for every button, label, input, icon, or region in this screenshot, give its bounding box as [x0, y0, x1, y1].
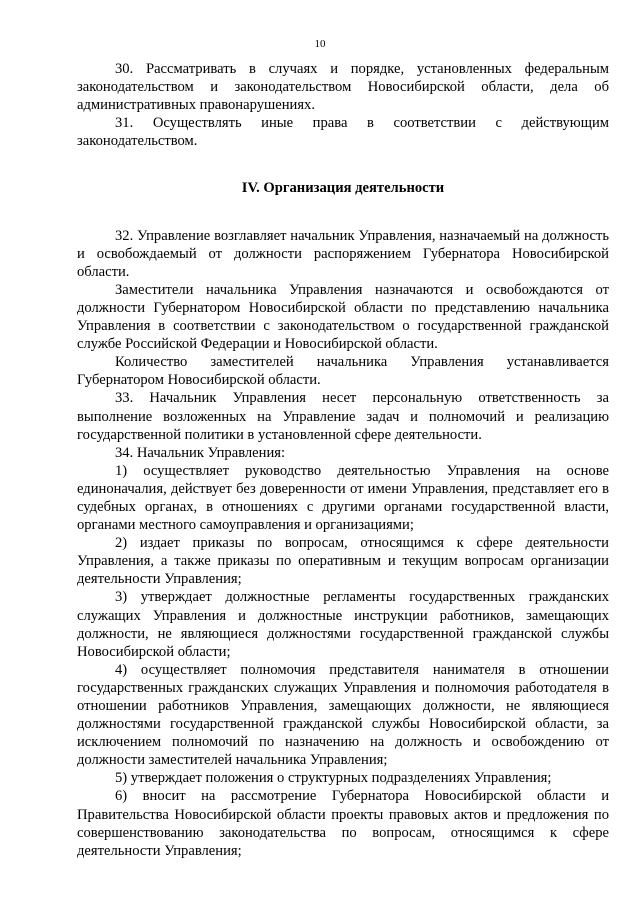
- paragraph-item-30: 30. Рассматривать в случаях и порядке, установленных федеральным законодательством и законодательством Новосибирской области, дела об административных правонарушениях.: [77, 61, 609, 114]
- subitem-5: 5) утверждает положения о структурных подразделениях Управления;: [115, 770, 552, 787]
- subitem-4: 4) осуществляет полномочия представителя нанимателя в отношении государственных гражданских служащих Управления и полномочия работодателя в отношении работников Управления, замещающих должности, не являющиеся должностями государственной гражданской службы Новосибирской области, за исключением полномочий по назначению на должность и освобождению от должности заместителей начальника Управления;: [77, 661, 609, 769]
- subitem-3: 3) утверждает должностные регламенты государственных гражданских служащих Управления и должностные инструкции работников, замещающих должности, не являющиеся должностями государственной гражданской службы Новосибирской области;: [77, 589, 609, 660]
- paragraph-deputies-count: Количество заместителей начальника Управления устанавливается Губернатором Новосибирской области.: [77, 354, 609, 389]
- page-number: 10: [314, 38, 326, 50]
- paragraph-item-34-intro: 34. Начальник Управления:: [115, 444, 286, 461]
- subitem-6: 6) вносит на рассмотрение Губернатора Новосибирской области и Правительства Новосибирской области проекты правовых актов и предложения по совершенствованию законодательства по вопросам, относящимся к сфере деятельности Управления;: [77, 788, 609, 859]
- subitem-2: 2) издает приказы по вопросам, относящимся к сфере деятельности Управления, а также приказы по оперативным и текущим вопросам организации деятельности Управления;: [77, 535, 609, 588]
- subitem-1: 1) осуществляет руководство деятельностью Управления на основе единоначалия, действует без доверенности от имени Управления, представляет его в судебных органах, в отношениях с другими органами государственной власти, органами местного самоуправления и организациями;: [77, 462, 609, 534]
- document-body: [77, 60, 609, 860]
- paragraph-deputies-appointment: Заместители начальника Управления назначаются и освобождаются от должности Губернатором Новосибирской области по представлению начальника Управления в соответствии с законодательством о государственной гражданской службе Российской Федерации и Новосибирской области.: [77, 281, 609, 353]
- paragraph-item-33: 33. Начальник Управления несет персональную ответственность за выполнение возложенных на Управление задач и полномочий и реализацию государственной политики в установленной сфере деятельности.: [77, 390, 609, 443]
- paragraph-item-32: 32. Управление возглавляет начальник Управления, назначаемый на должность и освобождаемый от должности распоряжением Губернатора Новосибирской области.: [77, 227, 609, 280]
- section-heading: IV. Организация деятельности: [241, 180, 445, 197]
- paragraph-item-31: 31. Осуществлять иные права в соответствии с действующим законодательством.: [77, 115, 609, 150]
